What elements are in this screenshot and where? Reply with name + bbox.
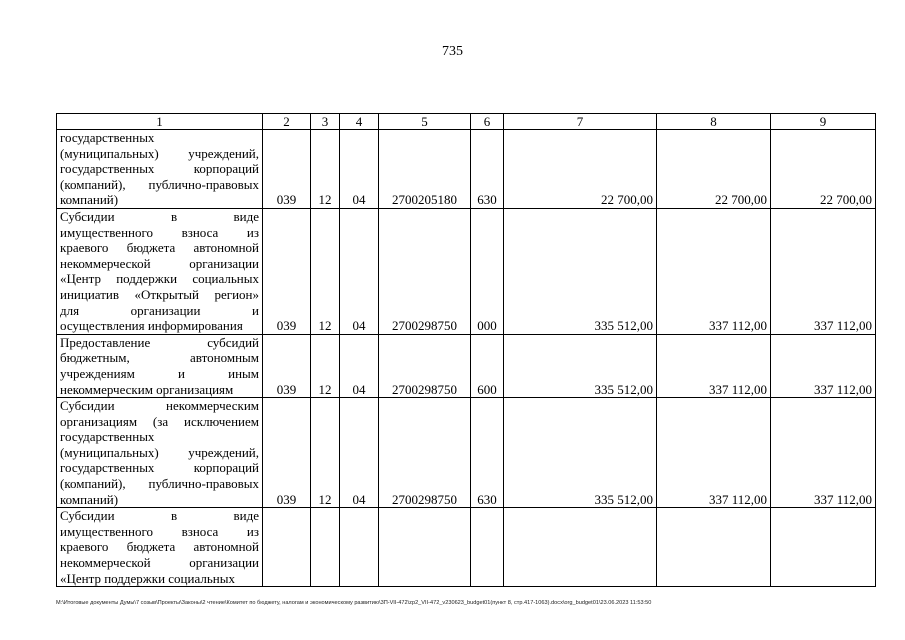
code-subsection: 04 — [340, 208, 379, 334]
code-subsection — [340, 508, 379, 587]
code-section: 12 — [311, 208, 340, 334]
table-row — [57, 208, 876, 334]
description-line: государственных — [60, 429, 155, 445]
description-line: краевого бюджета автономной — [60, 539, 259, 555]
description-line: бюджетным, автономным — [60, 350, 259, 366]
code-subsection: 04 — [340, 334, 379, 397]
description-line: краевого бюджета автономной — [60, 240, 259, 256]
description-line: (муниципальных) учреждений, — [60, 444, 259, 460]
code-subsection: 04 — [340, 130, 379, 209]
code-section: 12 — [311, 130, 340, 209]
column-header-6: 6 — [471, 114, 504, 130]
description-line: инициатив «Открытый регион» — [60, 286, 259, 302]
description-line: организациям (за исключением — [60, 413, 259, 429]
code-target — [379, 508, 471, 587]
amount-col7: 335 512,00 — [504, 334, 657, 397]
amount-col8 — [657, 508, 771, 587]
description-line: «Центр поддержки социальных — [60, 271, 259, 287]
amount-col7: 335 512,00 — [504, 208, 657, 334]
row-description — [57, 334, 263, 397]
column-header-9: 9 — [771, 114, 876, 130]
code-ministry: 039 — [263, 130, 311, 209]
code-ministry: 039 — [263, 208, 311, 334]
row-description — [57, 208, 263, 334]
document-path-footer: M:\Итоговые документы Думы\7 созыв\Проекты\Законы\2 чтение\Комитет по бюджету, налогам и экономическому развитию\3П-VII-472\zp2_VII-472_v230623_budget01(пункт 8, стр.417-1063).docx\org_budget01\23.06.2023 11:53:50 — [56, 600, 652, 606]
amount-col8: 337 112,00 — [657, 398, 771, 508]
code-expense-type: 600 — [471, 334, 504, 397]
description-line: учреждениям и иным — [60, 365, 259, 381]
description-line: Субсидии в виде — [60, 208, 259, 224]
amount-col7: 22 700,00 — [504, 130, 657, 209]
description-line: Предоставление субсидий — [60, 334, 259, 350]
description-line: «Центр поддержки социальных — [60, 570, 235, 586]
column-header-8: 8 — [657, 114, 771, 130]
description-line: (компаний), публично-правовых — [60, 476, 259, 492]
code-target: 2700298750 — [379, 208, 471, 334]
amount-col7 — [504, 508, 657, 587]
code-ministry: 039 — [263, 398, 311, 508]
table-row — [57, 334, 876, 397]
description-line: Субсидии некоммерческим — [60, 398, 259, 414]
budget-table — [56, 113, 876, 587]
amount-col8: 22 700,00 — [657, 130, 771, 209]
code-target: 2700298750 — [379, 398, 471, 508]
code-expense-type: 630 — [471, 130, 504, 209]
description-line: некоммерческой организации — [60, 255, 259, 271]
amount-col9: 22 700,00 — [771, 130, 876, 209]
page-number: 735 — [442, 44, 463, 59]
table-row — [57, 508, 876, 587]
column-header-5: 5 — [379, 114, 471, 130]
description-line: некоммерческой организации — [60, 555, 259, 571]
column-header-4: 4 — [340, 114, 379, 130]
code-expense-type: 000 — [471, 208, 504, 334]
table-body — [57, 130, 876, 587]
description-line: компаний) — [60, 491, 119, 507]
description-line: осуществления информирования — [60, 318, 243, 334]
description-line: имущественного взноса из — [60, 523, 259, 539]
column-header-1: 1 — [57, 114, 263, 130]
row-description — [57, 398, 263, 508]
code-target: 2700205180 — [379, 130, 471, 209]
code-section: 12 — [311, 334, 340, 397]
amount-col9: 337 112,00 — [771, 334, 876, 397]
code-expense-type — [471, 508, 504, 587]
code-section — [311, 508, 340, 587]
table-header-row — [57, 114, 876, 130]
description-line: (муниципальных) учреждений, — [60, 145, 259, 161]
amount-col9: 337 112,00 — [771, 208, 876, 334]
code-expense-type: 630 — [471, 398, 504, 508]
amount-col9 — [771, 508, 876, 587]
description-line: некоммерческим организациям — [60, 381, 234, 397]
row-description — [57, 508, 263, 587]
description-line: компаний) — [60, 192, 119, 208]
description-line: государственных корпораций — [60, 460, 259, 476]
code-section: 12 — [311, 398, 340, 508]
code-ministry — [263, 508, 311, 587]
code-ministry: 039 — [263, 334, 311, 397]
amount-col8: 337 112,00 — [657, 208, 771, 334]
code-target: 2700298750 — [379, 334, 471, 397]
amount-col8: 337 112,00 — [657, 334, 771, 397]
description-line: Субсидии в виде — [60, 508, 259, 524]
amount-col9: 337 112,00 — [771, 398, 876, 508]
column-header-7: 7 — [504, 114, 657, 130]
description-line: (компаний), публично-правовых — [60, 176, 259, 192]
column-header-3: 3 — [311, 114, 340, 130]
row-description — [57, 130, 263, 209]
description-line: государственных — [60, 130, 155, 145]
description-line: имущественного взноса из — [60, 224, 259, 240]
table-row — [57, 398, 876, 508]
description-line: для организации и — [60, 302, 259, 318]
description-line: государственных корпораций — [60, 161, 259, 177]
table-row — [57, 130, 876, 209]
amount-col7: 335 512,00 — [504, 398, 657, 508]
column-header-2: 2 — [263, 114, 311, 130]
code-subsection: 04 — [340, 398, 379, 508]
